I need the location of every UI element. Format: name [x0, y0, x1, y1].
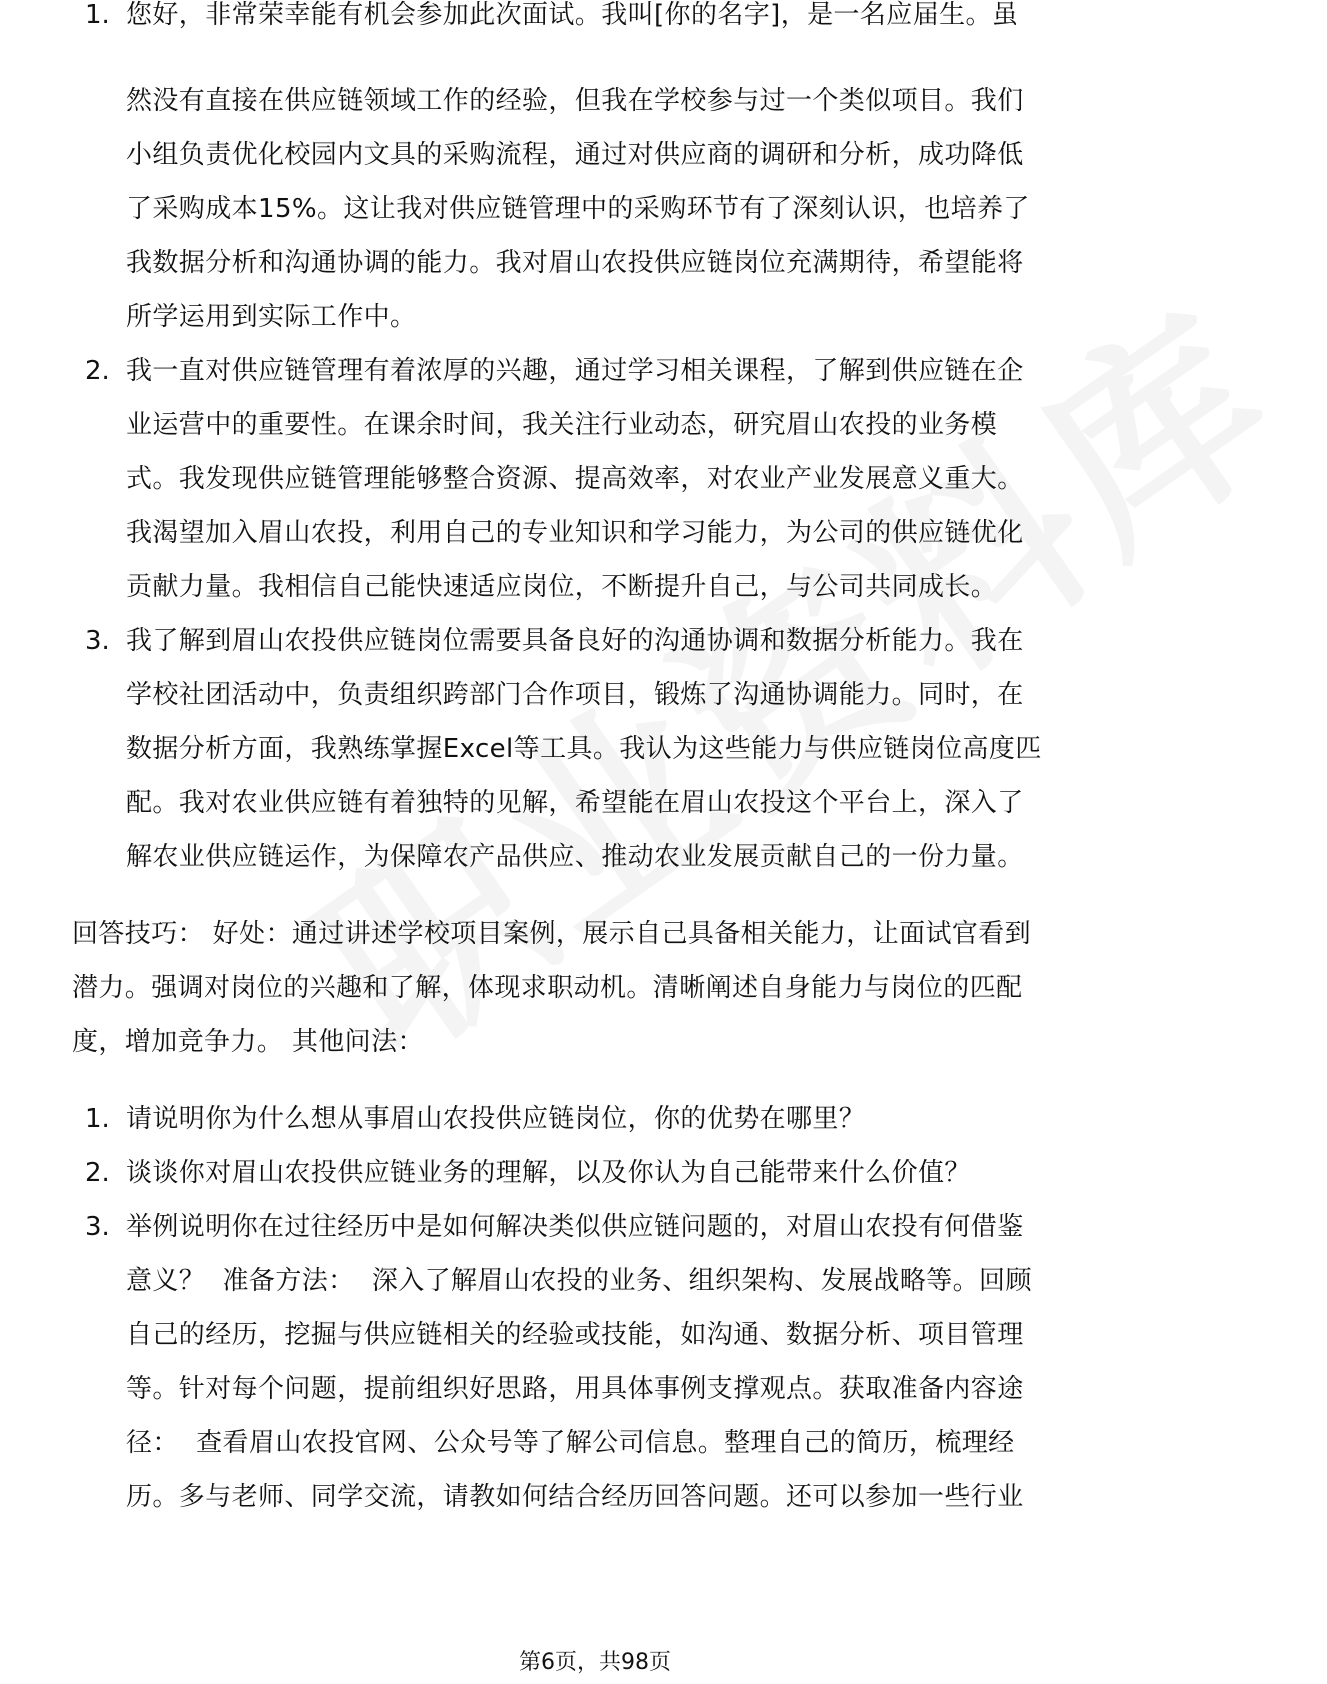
- question-2-line-1: 谈谈你对眉山农投供应链业务的理解，以及你认为自己能带来什么价值？: [126, 1158, 971, 1188]
- question-3-line-4: 等。针对每个问题，提前组织好思路，用具体事例支撑观点。获取准备内容途: [126, 1374, 1024, 1404]
- answer-1-line-3: 了采购成本15%。这让我对供应链管理中的采购环节有了深刻认识，也培养了: [126, 194, 1030, 224]
- question-2-number: 2.: [85, 1158, 110, 1188]
- answer-1-line-4: 我数据分析和沟通协调的能力。我对眉山农投供应链岗位充满期待，希望能将: [126, 248, 1024, 278]
- tips-line-1: 回答技巧： 好处：通过讲述学校项目案例，展示自己具备相关能力，让面试官看到: [72, 919, 1032, 949]
- answer-3-number: 3.: [85, 626, 110, 656]
- answer-3-line-2: 学校社团活动中，负责组织跨部门合作项目，锻炼了沟通协调能力。同时，在: [126, 680, 1024, 710]
- question-1-line-1: 请说明你为什么想从事眉山农投供应链岗位，你的优势在哪里？: [126, 1104, 866, 1134]
- answer-2-line-5: 贡献力量。我相信自己能快速适应岗位，不断提升自己，与公司共同成长。: [126, 572, 998, 602]
- tips-line-3: 度，增加竞争力。 其他问法：: [72, 1027, 424, 1057]
- answer-1-line-2: 小组负责优化校园内文具的采购流程，通过对供应商的调研和分析，成功降低: [126, 140, 1024, 170]
- question-1-number: 1.: [85, 1104, 110, 1134]
- question-3-line-1: 举例说明你在过往经历中是如何解决类似供应链问题的，对眉山农投有何借鉴: [126, 1212, 1024, 1242]
- answer-2-number: 2.: [85, 356, 110, 386]
- answer-2-line-4: 我渴望加入眉山农投，利用自己的专业知识和学习能力，为公司的供应链优化: [126, 518, 1024, 548]
- question-3-line-5: 径： 查看眉山农投官网、公众号等了解公司信息。整理自己的简历，梳理经: [126, 1428, 1015, 1458]
- question-3-number: 3.: [85, 1212, 110, 1242]
- answer-3-line-3: 数据分析方面，我熟练掌握Excel等工具。我认为这些能力与供应链岗位高度匹: [126, 734, 1042, 764]
- answer-1-line-1: 然没有直接在供应链领域工作的经验，但我在学校参与过一个类似项目。我们: [126, 86, 1024, 116]
- answer-3-line-4: 配。我对农业供应链有着独特的见解，希望能在眉山农投这个平台上，深入了: [126, 788, 1024, 818]
- answer-1-number-cut: 1.: [85, 0, 110, 30]
- answer-2-line-2: 业运营中的重要性。在课余时间，我关注行业动态，研究眉山农投的业务模: [126, 410, 998, 440]
- question-3-line-2: 意义？ 准备方法： 深入了解眉山农投的业务、组织架构、发展战略等。回顾: [126, 1266, 1032, 1296]
- answer-3-line-5: 解农业供应链运作，为保障农产品供应、推动农业发展贡献自己的一份力量。: [126, 842, 1024, 872]
- tips-line-2: 潜力。强调对岗位的兴趣和了解，体现求职动机。清晰阐述自身能力与岗位的匹配: [72, 973, 1023, 1003]
- answer-2-line-3: 式。我发现供应链管理能够整合资源、提高效率，对农业产业发展意义重大。: [126, 464, 1024, 494]
- question-3-line-6: 历。多与老师、同学交流，请教如何结合经历回答问题。还可以参加一些行业: [126, 1482, 1024, 1512]
- page-number-footer: 第6页，共98页: [519, 1650, 671, 1675]
- answer-1-cut-line: 您好，非常荣幸能有机会参加此次面试。我叫[你的名字]，是一名应届生。虽: [126, 0, 1019, 30]
- question-3-line-3: 自己的经历，挖掘与供应链相关的经验或技能，如沟通、数据分析、项目管理: [126, 1320, 1024, 1350]
- answer-2-line-1: 我一直对供应链管理有着浓厚的兴趣，通过学习相关课程，了解到供应链在企: [126, 356, 1024, 386]
- answer-1-line-5: 所学运用到实际工作中。: [126, 302, 417, 332]
- answer-3-line-1: 我了解到眉山农投供应链岗位需要具备良好的沟通协调和数据分析能力。我在: [126, 626, 1024, 656]
